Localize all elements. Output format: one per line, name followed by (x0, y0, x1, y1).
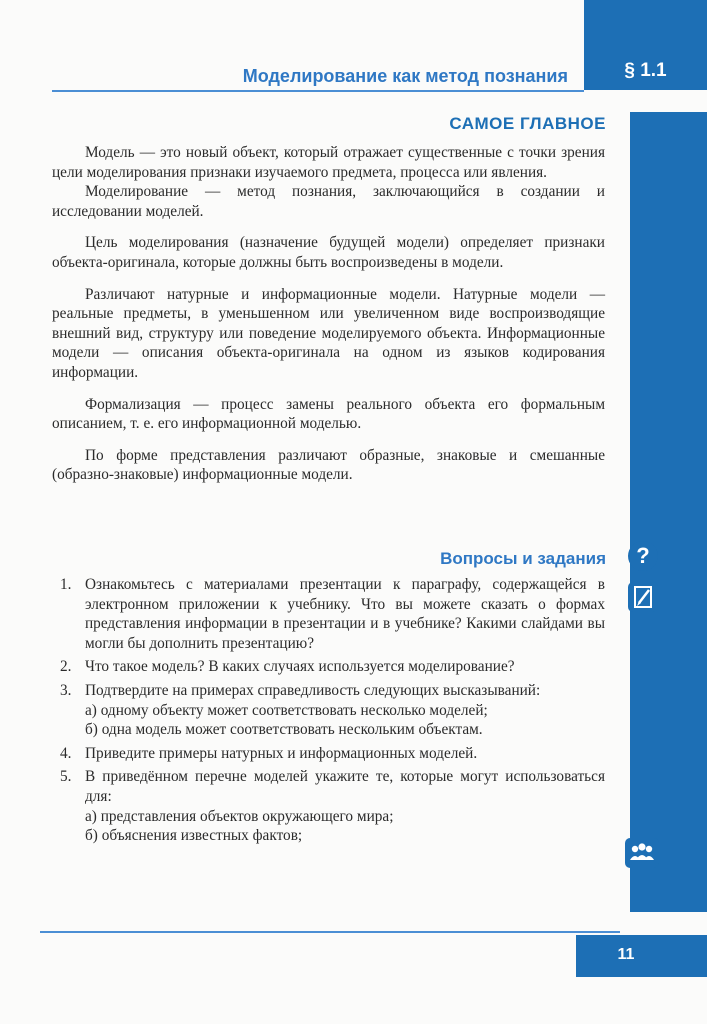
page-number: 11 (617, 946, 635, 963)
summary-paragraph-formalization: Формализация — процесс замены реального объекта его формальным описанием, т. е. его информационной моделью. (52, 395, 605, 433)
section-number: § 1.1 (624, 60, 667, 81)
question-subitem: а) одному объекту может соответствовать несколько моделей; (85, 701, 488, 719)
summary-paragraph-model: Модель — это новый объект, который отражает существенные с точки зрения цели моделирования признаки изучаемого предмета, процесса или явления. (52, 144, 605, 181)
question-item (52, 767, 605, 845)
question-subitem: б) одна модель может соответствовать нескольким объектам. (85, 721, 483, 739)
questions-heading: Вопросы и задания (440, 549, 606, 568)
pencil-note-icon (628, 582, 658, 612)
summary-text (52, 143, 605, 485)
question-text: Приведите примеры натурных и информационных моделей. (85, 744, 478, 762)
question-number: 3. (60, 681, 72, 699)
summary-paragraph-modelling: Моделирование — метод познания, заключающийся в создании и исследовании моделей. (52, 183, 605, 220)
header-divider (52, 90, 584, 92)
question-subitem: б) объяснения известных фактов; (85, 827, 303, 845)
question-number: 2. (60, 658, 72, 676)
questions-list (52, 575, 605, 846)
question-item (52, 657, 605, 677)
question-text: Ознакомьтесь с материалами презентации к параграфу, содержащейся в электронном приложении к учебнику. Что вы можете сказать о формах представления информации в презентации и в учебнике? Какими слайдами вы могли бы дополнить презентацию? (85, 576, 605, 652)
question-mark-icon: ? (628, 541, 658, 571)
summary-paragraph-forms: По форме представления различают образные, знаковые и смешанные (образно-знаковые) информационные модели. (52, 446, 605, 484)
footer-divider (40, 931, 620, 933)
question-text: Подтвердите на примерах справедливость следующих высказываний: (85, 681, 541, 699)
page-header-title: Моделирование как метод познания (242, 66, 568, 86)
margin-strip (630, 112, 707, 912)
question-number: 5. (60, 768, 72, 786)
question-subitem: а) представления объектов окружающего мира; (85, 807, 394, 825)
question-number: 1. (60, 576, 72, 593)
question-item (52, 575, 605, 653)
summary-paragraph-goal: Цель моделирования (назначение будущей модели) определяет признаки объекта-оригинала, которые должны быть воспроизведены в модели. (52, 234, 605, 271)
question-number: 4. (60, 744, 72, 762)
group-work-icon (625, 838, 659, 868)
summary-heading: САМОЕ ГЛАВНОЕ (449, 114, 606, 133)
question-item (52, 681, 605, 740)
question-text: Что такое модель? В каких случаях используется моделирование? (85, 658, 515, 676)
question-text: В приведённом перечне моделей укажите те, которые могут использоваться для: (85, 768, 605, 805)
question-item (52, 744, 605, 764)
summary-paragraph-types: Различают натурные и информационные модели. Натурные модели — реальные предметы, в уменьшенном или увеличенном виде воспроизводящие внешний вид, структуру или поведение моделируемого объекта. Информационные модели — описания объекта-оригинала на одном из языков кодирования информации. (52, 285, 605, 381)
